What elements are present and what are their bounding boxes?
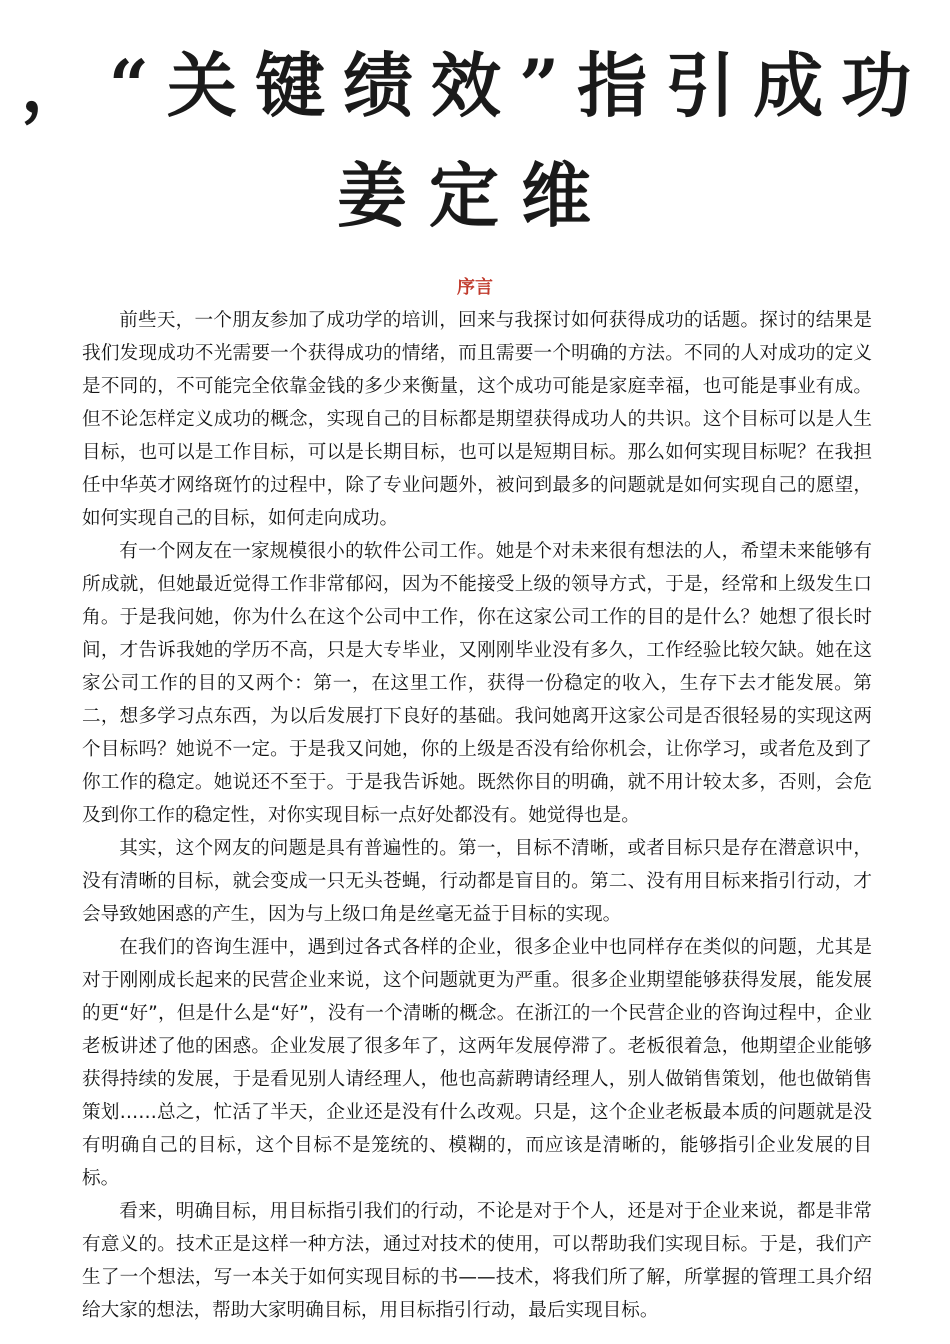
document-title: ，“关键绩效”指引成功 <box>20 44 930 127</box>
paragraph: 有一个网友在一家规模很小的软件公司工作。她是个对未来很有想法的人，希望未来能够有所成就，但她最近觉得工作非常郁闷，因为不能接受上级的领导方式，于是，经常和上级发生口角。于是我问她，你为什么在这个公司中工作，你在这家公司工作的目的是什么？她想了很长时间，才告诉我她的学历不高，只是大专毕业，又刚刚毕业没有多久，工作经验比较欠缺。她在这家公司工作的目的又两个：第一，在这里工作，获得一份稳定的收入，生存下去才能发展。第二，想多学习点东西，为以后发展打下良好的基础。我问她离开这家公司是否很轻易的实现这两个目标吗？她说不一定。于是我又问她，你的上级是否没有给你机会，让你学习，或者危及到了你工作的稳定。她说还不至于。于是我告诉她。既然你目的明确，就不用计较太多，否则，会危及到你工作的稳定性，对你实现目标一点好处都没有。她觉得也是。 <box>82 541 872 826</box>
paragraph: 其实，这个网友的问题是具有普遍性的。第一，目标不清晰，或者目标只是存在潜意识中，没有清晰的目标，就会变成一只无头苍蝇，行动都是盲目的。第二、没有用目标来指引行动，才会导致她困惑的产生，因为与上级口角是丝毫无益于目标的实现。 <box>82 838 872 925</box>
body-text <box>82 304 872 1327</box>
section-heading: 序言 <box>457 277 493 298</box>
paragraph: 在我们的咨询生涯中，遇到过各式各样的企业，很多企业中也同样存在类似的问题，尤其是对于刚刚成长起来的民营企业来说，这个问题就更为严重。很多企业期望能够获得发展，能发展的更“好”，但是什么是“好”，没有一个清晰的概念。在浙江的一个民营企业的咨询过程中，企业老板讲述了他的困惑。企业发展了很多年了，这两年发展停滞了。老板很着急，他期望企业能够获得持续的发展，于是看见别人请经理人，他也高薪聘请经理人，别人做销售策划，他也做销售策划……总之，忙活了半天，企业还是没有什么改观。只是，这个企业老板最本质的问题就是没有明确自己的目标，这个目标不是笼统的、模糊的，而应该是清晰的，能够指引企业发展的目标。 <box>82 937 872 1189</box>
paragraph: 前些天，一个朋友参加了成功学的培训，回来与我探讨如何获得成功的话题。探讨的结果是我们发现成功不光需要一个获得成功的情绪，而且需要一个明确的方法。不同的人对成功的定义是不同的，不可能完全依靠金钱的多少来衡量，这个成功可能是家庭幸福，也可能是事业有成。但不论怎样定义成功的概念，实现自己的目标都是期望获得成功人的共识。这个目标可以是人生目标，也可以是工作目标，可以是长期目标，也可以是短期目标。那么如何实现目标呢？在我担任中华英才网络斑竹的过程中，除了专业问题外，被问到最多的问题就是如何实现自己的愿望，如何实现自己的目标，如何走向成功。 <box>82 310 872 529</box>
paragraph: 看来，明确目标，用目标指引我们的行动，不论是对于个人，还是对于企业来说，都是非常有意义的。技术正是这样一种方法，通过对技术的使用，可以帮助我们实现目标。于是，我们产生了一个想法，写一本关于如何实现目标的书——技术，将我们所了解，所掌握的管理工具介绍给大家的想法，帮助大家明确目标，用目标指引行动，最后实现目标。 <box>82 1201 872 1321</box>
author-name: 姜定维 <box>337 154 613 237</box>
